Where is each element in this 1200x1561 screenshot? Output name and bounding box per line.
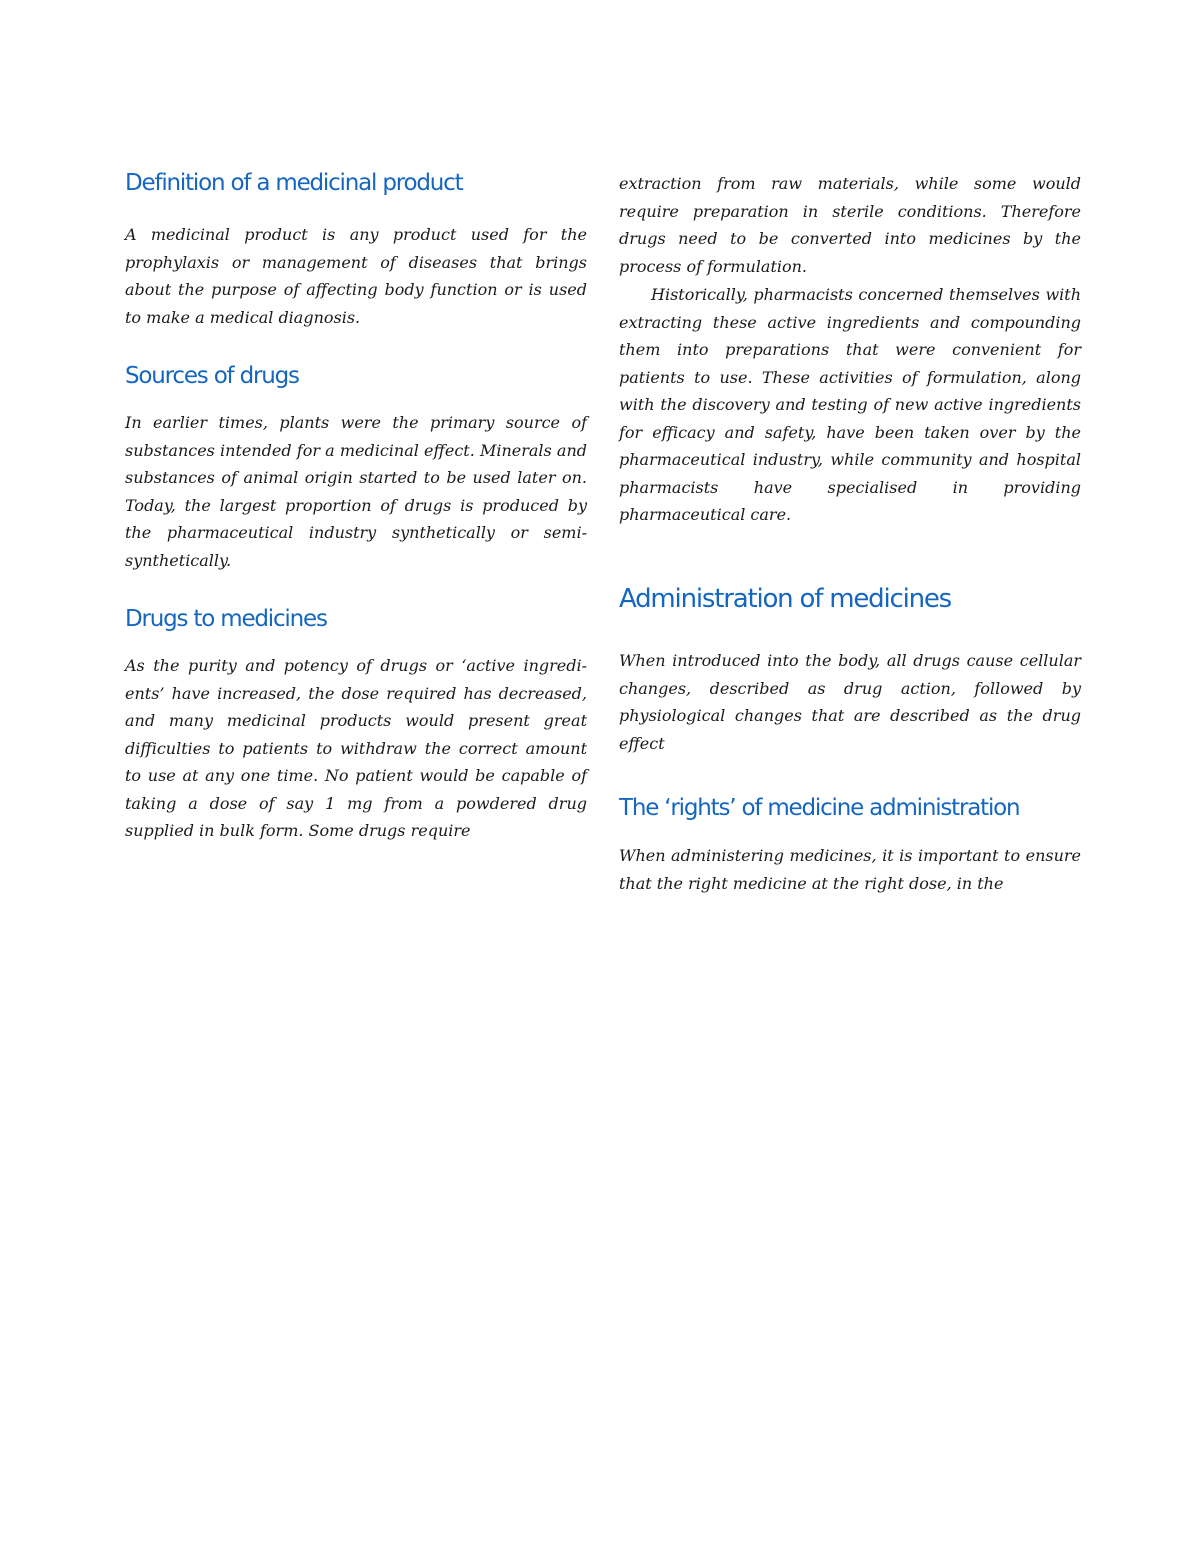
paragraph-rights: When administering medicines, it is important to ensure that the right medicine at the right dose, in the [619,846,1081,893]
heading-sources-of-drugs: Sources of drugs [125,363,299,389]
paragraph-extraction: extraction from raw materials, while some would require preparation in sterile conditions. Therefore drugs need to be converted into medicines by the process of formulation. [619,174,1081,276]
heading-administration-of-medicines: Administration of medicines [619,584,952,614]
heading-definition-of-medicinal-product: Definition of a medicinal product [125,170,463,196]
paragraph-administration: When introduced into the body, all drugs cause cellular changes, described as drug action, followed by physiological changes that are described as the drug effect [619,651,1081,753]
paragraph-historically: Historically, pharmacists concerned themselves with extracting these active ingredients and compounding them into preparations that were convenient for patients to use. These activities of formulation, along with the discovery and testing of new active ingredients for efficacy and safety, have been taken over by the pharmaceutical industry, while community and hospital pharmacists have specialised in providing pharmaceutical care. [619,285,1081,524]
paragraph-definition: A medicinal product is any product used for the prophylaxis or management of diseases that brings about the purpose of affecting body function or is used to make a medical diagnosis. [125,225,587,327]
heading-drugs-to-medicines: Drugs to medicines [125,606,327,632]
paragraph-drugs-to-medicines: As the purity and potency of drugs or ‘active ingredients’ have increased, the dose required has decreased, and many medicinal products would present great difficulties to patients to withdraw the correct amount to use at any one time. No patient would be capable of taking a dose of say 1 mg from a powdered drug supplied in bulk form. Some drugs require [125,656,587,840]
heading-rights-of-medicine-administration: The ‘rights’ of medicine administration [619,795,1020,821]
paragraph-sources: In earlier times, plants were the primary source of substances intended for a medicinal effect. Minerals and substances of animal origin started to be used later on. Today, the largest proportion of drugs is produced by the pharmaceutical industry synthetically or semi-synthetically. [125,413,587,570]
